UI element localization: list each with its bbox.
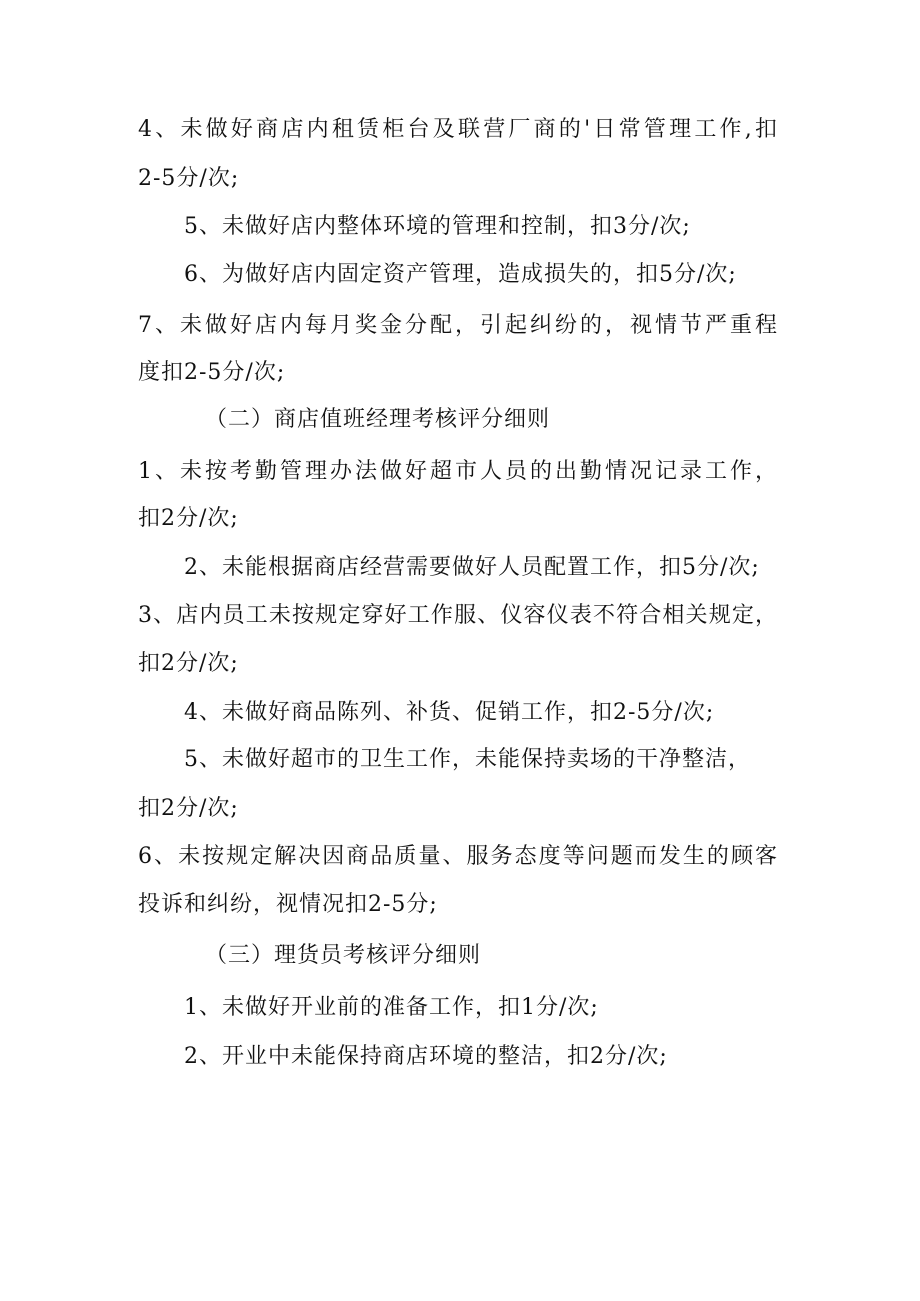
text-line: 度扣2-5分/次; — [138, 360, 286, 385]
text-line: 7、未做好店内每月奖金分配，引起纠纷的，视情节严重程 — [138, 313, 778, 338]
text-line: 6、为做好店内固定资产管理，造成损失的，扣5分/次; — [184, 262, 737, 287]
text-line: 5、未做好店内整体环境的管理和控制，扣3分/次; — [184, 214, 691, 239]
text-line: 1、未做好开业前的准备工作，扣1分/次; — [184, 995, 599, 1020]
text-line: 4、未做好商品陈列、补货、促销工作，扣2-5分/次; — [184, 700, 715, 725]
text-line: 2、未能根据商店经营需要做好人员配置工作，扣5分/次; — [184, 555, 760, 580]
text-line: 投诉和纠纷，视情况扣2-5分; — [138, 892, 438, 917]
text-line: 6、未按规定解决因商品质量、服务态度等问题而发生的顾客 — [138, 844, 778, 869]
text-line: 2、开业中未能保持商店环境的整洁，扣2分/次; — [184, 1044, 668, 1069]
text-line: 1、未按考勤管理办法做好超市人员的出勤情况记录工作， — [138, 459, 778, 484]
text-line: 扣2分/次; — [138, 506, 239, 531]
text-line: 扣2分/次; — [138, 651, 239, 676]
text-line: 扣2分/次; — [138, 796, 239, 821]
section-heading: （三）理货员考核评分细则 — [205, 943, 482, 968]
text-line: 2-5分/次; — [138, 166, 240, 191]
text-line: 5、未做好超市的卫生工作，未能保持卖场的干净整洁， — [184, 747, 751, 772]
section-heading: （二）商店值班经理考核评分细则 — [205, 407, 551, 432]
text-line: 4、未做好商店内租赁柜台及联营厂商的'日常管理工作,扣 — [138, 117, 778, 142]
text-line: 3、店内员工未按规定穿好工作服、仪容仪表不符合相关规定， — [138, 603, 778, 628]
